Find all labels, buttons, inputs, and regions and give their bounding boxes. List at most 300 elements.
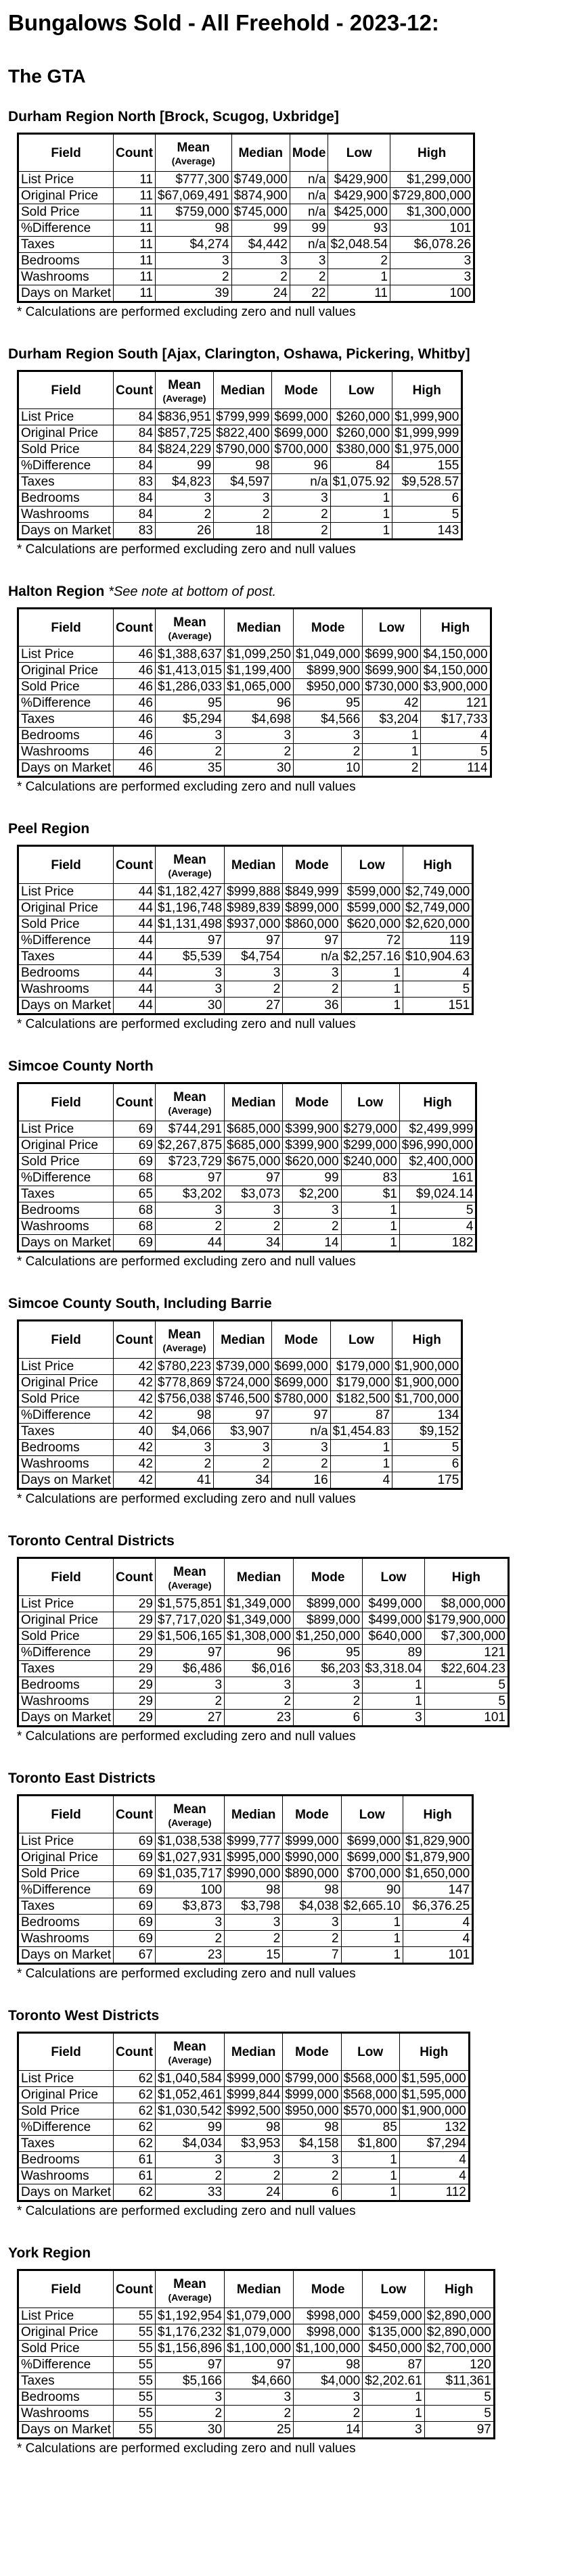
table-cell: $1,196,748 xyxy=(155,900,224,916)
table-cell: 55 xyxy=(114,2324,156,2341)
table-row xyxy=(18,2103,470,2120)
row-label: Sold Price xyxy=(18,442,114,458)
table-row xyxy=(18,2308,495,2324)
table-cell: 100 xyxy=(155,1882,224,1898)
table-cell: 6 xyxy=(392,490,462,507)
table-cell: 98 xyxy=(225,1882,283,1898)
table-cell: 97 xyxy=(155,1170,224,1186)
table-cell: 134 xyxy=(392,1407,462,1424)
table-cell: $1,038,538 xyxy=(155,1833,224,1850)
table-cell: 55 xyxy=(114,2389,156,2406)
header-mean-sub: (Average) xyxy=(168,1104,212,1116)
table-cell: $950,000 xyxy=(283,2103,341,2120)
region-section xyxy=(8,583,555,795)
table-cell: $5,539 xyxy=(155,949,224,965)
table-cell: $899,000 xyxy=(283,900,341,916)
footnote: * Calculations are performed excluding zero and null values xyxy=(17,542,356,557)
table-row xyxy=(18,916,473,933)
table-cell: $1,700,000 xyxy=(392,1391,462,1407)
table-cell: 100 xyxy=(390,285,474,302)
table-cell: $744,291 xyxy=(155,1121,224,1138)
table-cell: 62 xyxy=(114,2184,156,2201)
footnote: * Calculations are performed excluding zero and null values xyxy=(17,1017,356,1031)
header-mean xyxy=(155,1083,224,1121)
table-row xyxy=(18,711,491,728)
table-cell: 42 xyxy=(114,1375,156,1391)
header-median: Median xyxy=(225,1083,283,1121)
table-wrapper xyxy=(8,1082,555,1252)
header-mean-sub: (Average) xyxy=(168,1579,212,1591)
table-cell: 27 xyxy=(225,998,283,1014)
row-label: %Difference xyxy=(18,1645,114,1661)
header-mean-label: Mean xyxy=(173,852,206,867)
table-cell: 4 xyxy=(403,965,473,981)
region-title xyxy=(8,820,555,838)
table-cell: $790,000 xyxy=(214,442,272,458)
header-high: High xyxy=(390,134,474,172)
table-row xyxy=(18,2152,470,2168)
table-cell: $1,052,461 xyxy=(155,2087,224,2103)
table-cell: 1 xyxy=(363,744,421,760)
table-cell: 3 xyxy=(390,269,474,285)
table-cell: $2,257.16 xyxy=(341,949,403,965)
table-cell: 55 xyxy=(114,2373,156,2389)
row-label: %Difference xyxy=(18,695,114,711)
row-label: List Price xyxy=(18,2071,114,2087)
stats-table xyxy=(17,133,475,303)
table-cell: 98 xyxy=(155,1407,213,1424)
table-cell: 4 xyxy=(403,1915,473,1931)
table-cell: $260,000 xyxy=(330,409,392,425)
table-cell: 97 xyxy=(283,933,341,949)
header-field: Field xyxy=(18,1321,114,1359)
table-cell: 84 xyxy=(114,507,156,523)
region-title xyxy=(8,2007,555,2025)
row-label: %Difference xyxy=(18,1170,114,1186)
table-cell: 44 xyxy=(114,949,156,965)
table-header-row xyxy=(18,1083,476,1121)
header-mean-label: Mean xyxy=(173,1564,206,1579)
table-wrapper xyxy=(8,370,555,540)
table-cell: 96 xyxy=(272,458,330,474)
row-label: Sold Price xyxy=(18,1629,114,1645)
table-cell: 30 xyxy=(155,998,224,1014)
table-cell: 4 xyxy=(399,1219,476,1235)
table-cell: $1,065,000 xyxy=(225,679,294,695)
table-cell: $1,199,400 xyxy=(225,663,294,679)
table-cell: 29 xyxy=(114,1710,156,1727)
table-cell: 1 xyxy=(341,2184,399,2201)
table-cell: 83 xyxy=(114,523,156,540)
table-cell: 3 xyxy=(225,1202,283,1219)
table-cell: $4,066 xyxy=(155,1424,213,1440)
header-mode: Mode xyxy=(294,609,363,647)
table-cell: 147 xyxy=(403,1882,473,1898)
table-cell: 3 xyxy=(363,1710,425,1727)
table-cell: $179,000 xyxy=(330,1359,392,1375)
table-cell: $499,000 xyxy=(363,1596,425,1612)
row-label: List Price xyxy=(18,1359,114,1375)
table-row xyxy=(18,663,491,679)
table-cell: 2 xyxy=(272,523,330,540)
table-cell: $1,879,900 xyxy=(403,1850,473,1866)
table-cell: $730,000 xyxy=(363,679,421,695)
table-cell: $4,150,000 xyxy=(421,647,491,663)
table-cell: n/a xyxy=(283,949,341,965)
table-cell: $2,890,000 xyxy=(424,2324,494,2341)
table-cell: $685,000 xyxy=(225,1138,283,1154)
table-row xyxy=(18,1693,509,1710)
row-label: List Price xyxy=(18,2308,114,2324)
header-high: High xyxy=(399,1083,476,1121)
table-cell: 5 xyxy=(424,2406,494,2422)
table-cell: 3 xyxy=(155,1677,224,1693)
table-cell: $1,299,000 xyxy=(390,172,474,188)
table-cell: $179,000 xyxy=(330,1375,392,1391)
header-high: High xyxy=(392,1321,462,1359)
header-low: Low xyxy=(341,2033,399,2071)
table-cell: 96 xyxy=(225,1645,294,1661)
header-median: Median xyxy=(225,1796,283,1833)
table-cell: $11,361 xyxy=(424,2373,494,2389)
table-row xyxy=(18,442,462,458)
row-label: Original Price xyxy=(18,900,114,916)
table-cell: 4 xyxy=(399,2168,469,2184)
table-row xyxy=(18,2389,495,2406)
table-cell: $836,951 xyxy=(155,409,213,425)
table-cell: $822,400 xyxy=(214,425,272,442)
table-cell: 2 xyxy=(363,760,421,777)
table-cell: $1,800 xyxy=(341,2136,399,2152)
row-label: Washrooms xyxy=(18,269,114,285)
table-cell: 3 xyxy=(214,1440,272,1456)
stats-table xyxy=(17,2269,495,2439)
table-cell: 1 xyxy=(328,269,390,285)
table-cell: $1,999,900 xyxy=(392,409,462,425)
table-cell: 3 xyxy=(155,1440,213,1456)
table-row xyxy=(18,1138,476,1154)
table-cell: 26 xyxy=(155,523,213,540)
table-cell: 3 xyxy=(283,965,341,981)
table-cell: 46 xyxy=(114,728,156,744)
table-cell: 2 xyxy=(155,2168,224,2184)
row-label: Sold Price xyxy=(18,2341,114,2357)
table-row xyxy=(18,2168,470,2184)
stats-table xyxy=(17,607,492,778)
table-cell: $990,000 xyxy=(225,1866,283,1882)
row-label: Taxes xyxy=(18,949,114,965)
table-cell: 18 xyxy=(214,523,272,540)
table-cell: $998,000 xyxy=(294,2308,363,2324)
table-cell: $2,749,000 xyxy=(403,900,473,916)
table-row xyxy=(18,2184,470,2201)
header-mean xyxy=(155,846,224,884)
table-cell: $899,000 xyxy=(294,1596,363,1612)
row-label: Washrooms xyxy=(18,1219,114,1235)
table-cell: $899,000 xyxy=(294,1612,363,1629)
table-cell: $1,079,000 xyxy=(225,2324,294,2341)
table-cell: 2 xyxy=(155,1456,213,1472)
table-cell: 161 xyxy=(399,1170,476,1186)
table-row xyxy=(18,1882,473,1898)
table-cell: 3 xyxy=(155,1202,224,1219)
table-cell: $1,049,000 xyxy=(294,647,363,663)
table-cell: 1 xyxy=(330,1456,392,1472)
header-count: Count xyxy=(114,1558,156,1596)
table-cell: 2 xyxy=(214,1456,272,1472)
table-cell: $699,000 xyxy=(272,1375,330,1391)
table-row xyxy=(18,1186,476,1202)
table-cell: 44 xyxy=(114,933,156,949)
table-wrapper xyxy=(8,1794,555,1965)
table-cell: 40 xyxy=(114,1424,156,1440)
row-label: %Difference xyxy=(18,933,114,949)
table-row xyxy=(18,884,473,900)
table-cell: 46 xyxy=(114,744,156,760)
table-cell: $699,000 xyxy=(272,409,330,425)
table-cell: 84 xyxy=(114,409,156,425)
header-mode: Mode xyxy=(272,1321,330,1359)
table-cell: $4,274 xyxy=(155,237,231,253)
table-row xyxy=(18,172,474,188)
table-cell: $5,166 xyxy=(155,2373,224,2389)
table-row xyxy=(18,1947,473,1964)
table-cell: $1,075.92 xyxy=(330,474,392,490)
row-label: %Difference xyxy=(18,2357,114,2373)
table-cell: 1 xyxy=(330,490,392,507)
table-cell: 69 xyxy=(114,1235,156,1252)
table-cell: $780,000 xyxy=(272,1391,330,1407)
table-cell: $6,203 xyxy=(294,1661,363,1677)
table-row xyxy=(18,409,462,425)
table-cell: 44 xyxy=(114,965,156,981)
header-median: Median xyxy=(231,134,290,172)
table-cell: 34 xyxy=(225,1235,283,1252)
header-mean xyxy=(155,1558,224,1596)
table-cell: $4,150,000 xyxy=(421,663,491,679)
region-title xyxy=(8,1295,555,1313)
row-label: List Price xyxy=(18,1121,114,1138)
table-cell: 3 xyxy=(155,2152,224,2168)
table-cell: 42 xyxy=(114,1472,156,1489)
table-cell: 42 xyxy=(114,1359,156,1375)
header-mode: Mode xyxy=(294,2270,363,2308)
stats-table xyxy=(17,370,463,540)
table-cell: 3 xyxy=(225,2389,294,2406)
header-field: Field xyxy=(18,371,114,409)
table-cell: $1,506,165 xyxy=(155,1629,224,1645)
table-cell: 83 xyxy=(341,1170,399,1186)
header-mode: Mode xyxy=(283,2033,341,2071)
table-cell: 29 xyxy=(114,1629,156,1645)
table-cell: 10 xyxy=(294,760,363,777)
table-cell: 62 xyxy=(114,2136,156,2152)
table-cell: $9,528.57 xyxy=(392,474,462,490)
row-label: Sold Price xyxy=(18,679,114,695)
table-row xyxy=(18,1596,509,1612)
table-cell: $3,907 xyxy=(214,1424,272,1440)
table-cell: $2,202.61 xyxy=(363,2373,425,2389)
table-cell: $995,000 xyxy=(225,1850,283,1866)
region-name: Simcoe County North xyxy=(8,1058,154,1074)
table-cell: 29 xyxy=(114,1596,156,1612)
table-cell: $4,566 xyxy=(294,711,363,728)
table-cell: 87 xyxy=(330,1407,392,1424)
table-row xyxy=(18,2136,470,2152)
table-cell: $777,300 xyxy=(155,172,231,188)
table-row xyxy=(18,188,474,204)
row-label: List Price xyxy=(18,884,114,900)
region-note: *See note at bottom of post. xyxy=(108,584,277,599)
table-cell: 5 xyxy=(421,744,491,760)
footnote: * Calculations are performed excluding zero and null values xyxy=(17,1255,356,1269)
table-cell: 69 xyxy=(114,1866,156,1882)
header-field: Field xyxy=(18,2270,114,2308)
header-mean-label: Mean xyxy=(173,2039,206,2054)
table-cell: 1 xyxy=(363,728,421,744)
table-cell: $1,413,015 xyxy=(155,663,224,679)
table-cell: 3 xyxy=(272,1440,330,1456)
region-name: Durham Region North [Brock, Scugog, Uxbridge] xyxy=(8,109,339,124)
region-section xyxy=(8,1532,555,1744)
table-cell: 42 xyxy=(363,695,421,711)
table-cell: $96,990,000 xyxy=(399,1138,476,1154)
table-cell: 4 xyxy=(421,728,491,744)
table-cell: 2 xyxy=(155,744,224,760)
table-cell: 1 xyxy=(330,523,392,540)
header-field: Field xyxy=(18,1796,114,1833)
table-cell: 55 xyxy=(114,2308,156,2324)
header-high: High xyxy=(424,2270,494,2308)
table-row xyxy=(18,1154,476,1170)
table-wrapper xyxy=(8,2269,555,2439)
table-cell: 121 xyxy=(421,695,491,711)
table-cell: 5 xyxy=(403,981,473,998)
table-row xyxy=(18,1440,462,1456)
table-cell: 2 xyxy=(155,269,231,285)
table-cell: $1,829,900 xyxy=(403,1833,473,1850)
table-cell: 98 xyxy=(225,2120,283,2136)
table-cell: $599,000 xyxy=(341,884,403,900)
header-low: Low xyxy=(328,134,390,172)
table-cell: $739,000 xyxy=(214,1359,272,1375)
table-row xyxy=(18,1931,473,1947)
table-cell: $1,100,000 xyxy=(294,2341,363,2357)
table-cell: 85 xyxy=(341,2120,399,2136)
row-label: Washrooms xyxy=(18,2168,114,2184)
table-header-row xyxy=(18,2033,470,2071)
table-cell: $1,286,033 xyxy=(155,679,224,695)
table-cell: $9,024.14 xyxy=(399,1186,476,1202)
header-mode: Mode xyxy=(283,846,341,884)
table-cell: 11 xyxy=(114,285,156,302)
table-cell: $699,000 xyxy=(272,1359,330,1375)
table-cell: $989,839 xyxy=(225,900,283,916)
row-label: Original Price xyxy=(18,1138,114,1154)
table-row xyxy=(18,2422,495,2439)
table-cell: $1,176,232 xyxy=(155,2324,224,2341)
region-name: Halton Region xyxy=(8,584,105,599)
region-section xyxy=(8,820,555,1032)
table-cell: 4 xyxy=(399,2152,469,2168)
table-row xyxy=(18,998,473,1014)
header-mean-sub: (Average) xyxy=(168,2291,212,2303)
table-cell: 101 xyxy=(390,220,474,237)
header-mean-label: Mean xyxy=(168,377,201,392)
row-label: Sold Price xyxy=(18,204,114,220)
table-cell: 1 xyxy=(341,1947,403,1964)
table-cell: 121 xyxy=(424,1645,508,1661)
table-cell: 84 xyxy=(330,458,392,474)
header-high: High xyxy=(392,371,462,409)
table-row xyxy=(18,285,474,302)
page-title: Bungalows Sold - All Freehold - 2023-12: xyxy=(8,10,439,35)
table-cell: $1,454.83 xyxy=(330,1424,392,1440)
table-cell: 5 xyxy=(424,1693,508,1710)
table-row xyxy=(18,1202,476,1219)
header-count: Count xyxy=(114,371,156,409)
table-header-row xyxy=(18,1321,462,1359)
table-cell: 2 xyxy=(155,507,213,523)
row-label: Sold Price xyxy=(18,1154,114,1170)
row-label: Taxes xyxy=(18,2373,114,2389)
table-cell: $1,027,931 xyxy=(155,1850,224,1866)
table-cell: 3 xyxy=(290,253,328,269)
table-cell: 89 xyxy=(363,1645,425,1661)
table-cell: 62 xyxy=(114,2103,156,2120)
row-label: List Price xyxy=(18,1596,114,1612)
table-cell: $3,202 xyxy=(155,1186,224,1202)
table-cell: $1,900,000 xyxy=(392,1375,462,1391)
region-name: Toronto Central Districts xyxy=(8,1533,175,1549)
stats-table xyxy=(17,845,474,1015)
table-cell: 55 xyxy=(114,2422,156,2439)
table-cell: 97 xyxy=(272,1407,330,1424)
table-cell: $998,000 xyxy=(294,2324,363,2341)
table-cell: $620,000 xyxy=(283,1154,341,1170)
table-cell: $699,000 xyxy=(341,1850,403,1866)
header-low: Low xyxy=(363,1558,425,1596)
table-cell: 97 xyxy=(225,2357,294,2373)
table-row xyxy=(18,2087,470,2103)
row-label: Days on Market xyxy=(18,1472,114,1489)
table-cell: 112 xyxy=(399,2184,469,2201)
table-cell: n/a xyxy=(290,172,328,188)
table-cell: 1 xyxy=(341,1219,399,1235)
row-label: Sold Price xyxy=(18,2103,114,2120)
table-cell: 11 xyxy=(114,253,156,269)
table-cell: $1,250,000 xyxy=(294,1629,363,1645)
table-cell: 30 xyxy=(155,2422,224,2439)
header-mean-label: Mean xyxy=(173,1802,206,1817)
table-cell: 68 xyxy=(114,1170,156,1186)
footnote: * Calculations are performed excluding zero and null values xyxy=(17,2204,356,2218)
header-mean-sub: (Average) xyxy=(162,1342,206,1353)
region-name: Simcoe County South, Including Barrie xyxy=(8,1296,272,1311)
header-median: Median xyxy=(225,1558,294,1596)
table-cell: $182,500 xyxy=(330,1391,392,1407)
table-cell: $3,873 xyxy=(155,1898,224,1915)
table-row xyxy=(18,1833,473,1850)
header-high: High xyxy=(399,2033,469,2071)
table-cell: $723,729 xyxy=(155,1154,224,1170)
table-cell: 29 xyxy=(114,1645,156,1661)
table-cell: $1,035,717 xyxy=(155,1866,224,1882)
table-cell: 2 xyxy=(231,269,290,285)
header-field: Field xyxy=(18,2033,114,2071)
table-cell: 72 xyxy=(341,933,403,949)
header-low: Low xyxy=(341,1083,399,1121)
